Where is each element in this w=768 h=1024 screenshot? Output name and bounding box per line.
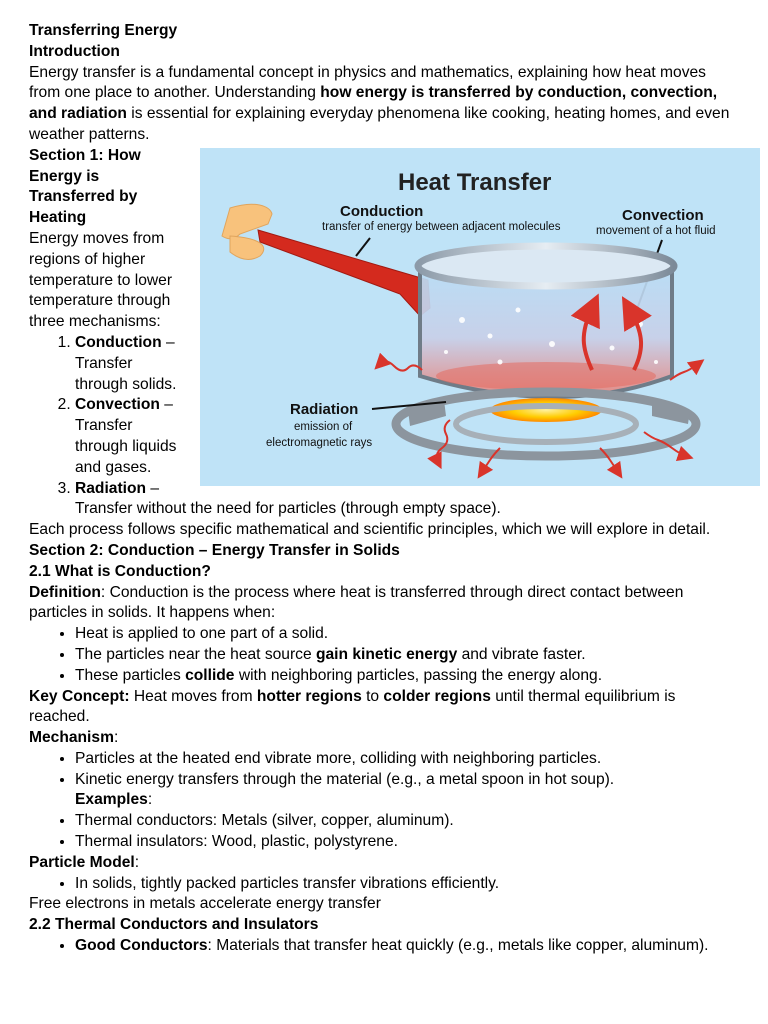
heat-transfer-figure bbox=[200, 148, 760, 486]
subsection-2-2-heading: 2.2 Thermal Conductors and Insulators bbox=[29, 916, 319, 934]
intro-heading: Introduction bbox=[29, 42, 120, 60]
mechanism-list bbox=[29, 749, 739, 853]
list-item: • Kinetic energy transfers through the material (e.g., a metal spoon in hot soup). Examples: bbox=[75, 770, 739, 812]
bubble bbox=[576, 316, 580, 320]
bubble bbox=[444, 350, 448, 354]
list-item: 2. Convection – Transfer through liquids and gases. bbox=[75, 395, 739, 478]
bubble bbox=[516, 307, 521, 312]
bubble bbox=[549, 341, 555, 347]
convection-label: Convection bbox=[622, 206, 704, 224]
conduction-steps-list bbox=[29, 624, 739, 686]
list-item: • Particles at the heated end vibrate more, colliding with neighboring particles. bbox=[75, 749, 739, 770]
bubble bbox=[498, 359, 503, 364]
list-item: • In solids, tightly packed particles transfer vibrations efficiently. bbox=[75, 874, 739, 895]
radiation-desc-line2: electromagnetic rays bbox=[266, 436, 373, 449]
hot-water-zone bbox=[436, 362, 656, 390]
list-item: • Heat is applied to one part of a solid. bbox=[75, 624, 739, 645]
radiation-label: Radiation bbox=[290, 400, 359, 418]
list-item: 1. Conduction – Transfer through solids. bbox=[75, 333, 739, 395]
conduction-desc: transfer of energy between adjacent molecules bbox=[322, 220, 561, 233]
bubble bbox=[488, 333, 493, 338]
free-electrons-line: Free electrons in metals accelerate energy transfer bbox=[29, 895, 381, 913]
section1-heading: Section 1: How Energy is Transferred by Heating bbox=[29, 146, 141, 227]
bubble bbox=[459, 317, 465, 323]
bubble bbox=[654, 360, 658, 364]
section1-text: Energy moves from regions of higher temperature to lower temperature through three mechanisms: bbox=[29, 229, 173, 331]
radiation-desc-line1: emission of bbox=[294, 420, 353, 433]
figure-title: Heat Transfer bbox=[398, 168, 552, 196]
conductors-list bbox=[29, 936, 739, 957]
subsection-2-1-heading: 2.1 What is Conduction? bbox=[29, 562, 211, 580]
convection-desc: movement of a hot fluid bbox=[596, 224, 716, 237]
bubble bbox=[610, 345, 615, 350]
doc-title: Transferring Energy bbox=[29, 22, 178, 39]
particle-model-heading: Particle Model: bbox=[29, 853, 140, 871]
key-concept-paragraph: Key Concept: Heat moves from hotter regions to colder regions until thermal equilibrium is reached. bbox=[29, 687, 676, 726]
list-item: • Good Conductors: Materials that transfer heat quickly (e.g., metals like copper, aluminum). bbox=[75, 936, 739, 957]
particle-model-list bbox=[29, 874, 739, 895]
heat-transfer-illustration bbox=[200, 148, 760, 486]
pot-rim bbox=[418, 246, 674, 286]
list-item: • These particles collide with neighboring particles, passing the energy along. bbox=[75, 666, 739, 687]
list-item: • Thermal conductors: Metals (silver, copper, aluminum). bbox=[75, 811, 739, 832]
list-item: 3. Radiation – Transfer without the need for particles (through empty space). bbox=[75, 479, 739, 521]
definition-paragraph: Definition: Conduction is the process where heat is transferred through direct contact between particles in solids. It happens when: bbox=[29, 583, 684, 622]
conduction-label: Conduction bbox=[340, 202, 424, 220]
section2-heading: Section 2: Conduction – Energy Transfer in Solids bbox=[29, 541, 400, 559]
intro-paragraph: Energy transfer is a fundamental concept in physics and mathematics, explaining how heat moves from one place to another. Understanding how energy is transferred by conduction, convection, and radiation is essential for explaining everyday phenomena like cooking, heating homes, and even weather patterns. bbox=[29, 63, 730, 143]
document-body bbox=[29, 21, 739, 957]
mechanism-heading: Mechanism: bbox=[29, 729, 119, 747]
section1-closing: Each process follows specific mathematical and scientific principles, which we will explore in detail. bbox=[29, 521, 711, 539]
list-item: • The particles near the heat source gain kinetic energy and vibrate faster. bbox=[75, 645, 739, 666]
list-item: • Thermal insulators: Wood, plastic, polystyrene. bbox=[75, 832, 739, 853]
